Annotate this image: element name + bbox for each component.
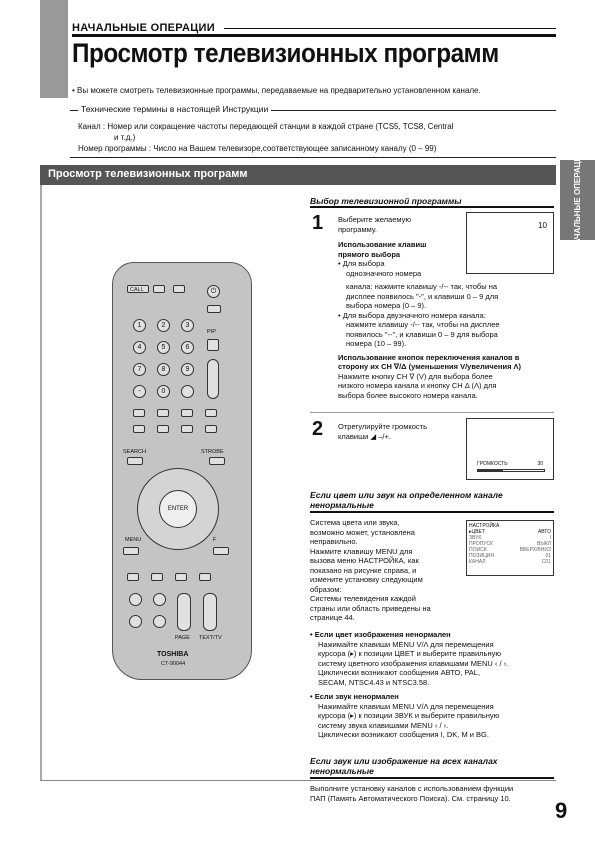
f-button xyxy=(213,547,229,555)
color-line: страны или область приведены на xyxy=(310,603,431,613)
key-3: 3 xyxy=(181,319,194,332)
step-1-line: однозначного номера xyxy=(346,268,422,278)
section-label: НАЧАЛЬНЫЕ ОПЕРАЦИИ xyxy=(72,22,215,34)
tv-screen-1 xyxy=(466,212,554,274)
page-number: 9 xyxy=(555,798,568,823)
step-1-line: прямого выбора xyxy=(338,249,401,259)
color-line: вызова меню НАСТРОЙКА, как xyxy=(310,556,419,565)
intro-text: • Вы можете смотреть телевизионные программы, передаваемые на предварительно установленном канале. xyxy=(72,86,481,95)
all-line: Выполните установку каналов с использованием функции xyxy=(310,784,514,793)
bad-sound-line: Нажимайте клавиши MENU V/Λ для перемещения xyxy=(318,701,494,711)
volume-value: 30 xyxy=(537,461,543,467)
step-1-line: нажмите клавишу -/-- так, чтобы на дисплее xyxy=(346,320,500,329)
tt-round-3 xyxy=(129,615,142,628)
dash-button: - xyxy=(133,385,146,398)
all-rule xyxy=(310,777,554,779)
bottom-rule xyxy=(40,780,556,781)
page-title: Просмотр телевизионных программ xyxy=(72,38,499,68)
bad-sound-line: Циклически возникают сообщения I, DK, M и BG. xyxy=(318,730,489,739)
key-5: 5 xyxy=(157,341,170,354)
select-heading: Выбор телевизионной программы xyxy=(310,196,462,206)
recall-button xyxy=(181,385,194,398)
menu-item: ЗВУК xyxy=(469,535,482,541)
step-1-line: программу. xyxy=(338,224,377,234)
section-bar-title: Просмотр телевизионных программ xyxy=(48,168,248,180)
bad-color-line: курсора (▸) к позиции ЦВЕТ и выберите правильную xyxy=(318,649,501,658)
tt-round-2 xyxy=(153,593,166,606)
f-label: F xyxy=(213,537,217,543)
page-label: PAGE xyxy=(175,635,190,641)
color-line: Система цвета или звука, xyxy=(310,518,400,527)
func-button-4 xyxy=(205,425,217,433)
key-2: 2 xyxy=(157,319,170,332)
bad-sound-line: систему звука клавишами MENU ‹ / ›. xyxy=(318,720,449,730)
step-1-line: • Для выбора xyxy=(338,259,385,268)
pip-channel-rocker xyxy=(207,359,219,399)
tt-round-1 xyxy=(129,593,142,606)
red-button xyxy=(133,409,145,417)
menu-value: ВВЕРХ/ВНИЗ xyxy=(519,547,551,553)
term-channel: Канал : Номер или сокращение частоты передающей станции в каждой стране (TCS5, TCS8, Central xyxy=(78,122,454,131)
title-rule xyxy=(72,34,556,37)
step-1-line: Нажмите кнопку CH ∇ (V) для выбора более xyxy=(338,371,493,381)
enter-button: ENTER xyxy=(159,490,197,528)
bad-sound-block xyxy=(310,692,556,740)
step-1-text xyxy=(338,215,466,278)
color-line: возможно может, установлена xyxy=(310,527,415,537)
key-8: 8 xyxy=(157,363,170,376)
menu-value: АВТО xyxy=(537,529,551,535)
step-1-line: Выберите желаемую xyxy=(338,215,412,224)
all-text xyxy=(310,784,556,803)
step-1-line: низкого номера канала и кнопку CH Δ (Λ) для xyxy=(338,381,497,390)
bad-color-line: SECAM, NTSC4.43 и NTSC3.58. xyxy=(318,677,430,687)
func-button-3 xyxy=(181,425,193,433)
step-1-line: Использование клавиш xyxy=(338,240,427,249)
menu-value: ВЫКЛ xyxy=(537,541,551,547)
terms-box xyxy=(70,110,556,158)
text-tv-label: TEXT/TV xyxy=(199,635,222,641)
strobe-button xyxy=(209,457,225,465)
green-button xyxy=(157,409,169,417)
color-rule xyxy=(310,511,554,513)
color-text xyxy=(310,518,460,623)
bad-color-line: Циклически возникают сообщения АВТО, PAL, xyxy=(318,668,481,677)
tt-button-2 xyxy=(151,573,163,581)
menu-value: I xyxy=(549,535,551,541)
color-line: странице 44. xyxy=(310,613,355,622)
step-2-number: 2 xyxy=(312,418,324,440)
terms-heading: Технические термины в настоящей Инструкции xyxy=(78,104,271,114)
pip-label: PIP xyxy=(207,329,216,335)
bad-color-line: Нажимайте клавиши MENU V/Λ для перемещения xyxy=(318,639,494,649)
all-heading-1: Если звук или изображение на всех каналах xyxy=(310,756,498,766)
step-1-line: • Для выбора двузначного номера канала: xyxy=(338,310,486,320)
search-label: SEARCH xyxy=(123,449,146,455)
volume-label: ГРОМКОСТЬ xyxy=(477,461,508,467)
color-line: показано на рисунке справа, и xyxy=(310,565,417,575)
step-1-line: канала: нажмите клавишу -/-- так, чтобы на xyxy=(346,282,498,291)
menu-title: НАСТРОЙКА xyxy=(469,523,500,529)
select-rule xyxy=(310,206,554,208)
step-1-line: Использование кнопок переключения каналов в xyxy=(338,352,520,362)
color-heading-1: Если цвет или звук на определенном канале xyxy=(310,490,503,500)
text-rocker xyxy=(203,593,217,631)
section-side-bar xyxy=(40,0,68,98)
key-4: 4 xyxy=(133,341,146,354)
menu-value: 01 xyxy=(545,553,551,559)
yellow-button xyxy=(181,409,193,417)
call-label: CALL xyxy=(130,287,144,293)
color-line: Нажмите клавишу MENU для xyxy=(310,546,413,556)
left-border xyxy=(40,185,42,780)
term-program: Номер программы : Число на Вашем телевизоре,соответствующее записанному каналу (0 – 99) xyxy=(78,144,437,153)
menu-item: ПОИСК xyxy=(469,547,487,553)
page-rocker xyxy=(177,593,191,631)
tt-round-4 xyxy=(153,615,166,628)
tt-button-3 xyxy=(175,573,187,581)
menu-item: ▸ЦВЕТ xyxy=(469,529,485,535)
menu-item: ПОЗИЦИЯ xyxy=(469,553,494,559)
bad-color-block xyxy=(310,630,556,687)
tt-button-1 xyxy=(127,573,139,581)
bad-color-heading: • Если цвет изображения ненормален xyxy=(310,630,451,639)
remote-control xyxy=(112,262,252,680)
all-heading-2: ненормальные xyxy=(310,766,374,776)
key-9: 9 xyxy=(181,363,194,376)
step-1-line: сторону их CH ∇/Δ (уменьшения V/увеличения Λ) xyxy=(338,362,522,371)
step-1-line: появилось "--", и клавиши 0 – 9 для выбора xyxy=(346,329,498,339)
menu-value: С01 xyxy=(541,559,551,565)
step-divider xyxy=(310,412,554,413)
bad-sound-heading: • Если звук ненормален xyxy=(310,692,399,701)
volume-fill xyxy=(478,470,503,471)
bad-sound-line: курсора (▸) к позиции ЗВУК и выберите правильную xyxy=(318,711,500,720)
key-6: 6 xyxy=(181,341,194,354)
color-line: измените установку следующим xyxy=(310,575,423,584)
brand-logo: TOSHIBA xyxy=(157,651,189,658)
step-1-line: дисплее появилось "-", и клавиши 0 – 9 для xyxy=(346,291,499,301)
menu-button xyxy=(123,547,139,555)
pip-button xyxy=(207,339,219,351)
power-icon: ⏻ xyxy=(207,285,220,298)
step-1-line: выбора более высокого номера канала. xyxy=(338,390,478,400)
volume-bar xyxy=(477,469,545,472)
input-button xyxy=(173,285,185,293)
menu-row xyxy=(469,559,551,565)
model-label: CT-90044 xyxy=(161,661,186,667)
step-2-line: Отрегулируйте громкость xyxy=(338,422,427,431)
step-1-line: номера (10 – 99). xyxy=(346,339,407,348)
color-line: образом: xyxy=(310,584,342,594)
section-bar xyxy=(40,165,556,185)
blue-button xyxy=(205,409,217,417)
func-button-1 xyxy=(133,425,145,433)
color-heading-2: ненормальные xyxy=(310,500,374,510)
channel-display: 10 xyxy=(538,221,547,230)
step-2-line: клавиши ◢ –/+. xyxy=(338,431,391,441)
color-line: неправильно. xyxy=(310,537,358,546)
strobe-label: STROBE xyxy=(201,449,224,455)
side-tab-label: НАЧАЛЬНЫЕ ОПЕРАЦИИ xyxy=(572,149,582,251)
settings-menu-screen xyxy=(466,520,554,576)
tv-screen-2 xyxy=(466,418,554,480)
dual-button xyxy=(207,305,221,313)
all-line: ПАП (Память Автоматического Поиска). См. страницу 10. xyxy=(310,793,511,803)
menu-item: КАНАЛ xyxy=(469,559,486,565)
bad-color-line: систему цветного изображения клавишами MENU ‹ / ›. xyxy=(318,658,509,668)
func-button-2 xyxy=(157,425,169,433)
key-7: 7 xyxy=(133,363,146,376)
search-button xyxy=(127,457,143,465)
menu-item: ПРОПУСК xyxy=(469,541,494,547)
step-1-line: выбора номера (0 – 9). xyxy=(346,301,427,310)
tt-button-4 xyxy=(199,573,211,581)
section-rule xyxy=(224,28,556,29)
side-section-tab xyxy=(560,149,595,251)
menu-label: MENU xyxy=(125,537,142,543)
key-0: 0 xyxy=(157,385,170,398)
term-channel-cont: и т.д.) xyxy=(114,133,136,142)
color-line: Системы телевидения каждой xyxy=(310,594,416,603)
step-2-text xyxy=(338,422,427,441)
display-button xyxy=(153,285,165,293)
step-1-number: 1 xyxy=(312,212,324,234)
step-1-text-wide xyxy=(338,282,554,400)
key-1: 1 xyxy=(133,319,146,332)
